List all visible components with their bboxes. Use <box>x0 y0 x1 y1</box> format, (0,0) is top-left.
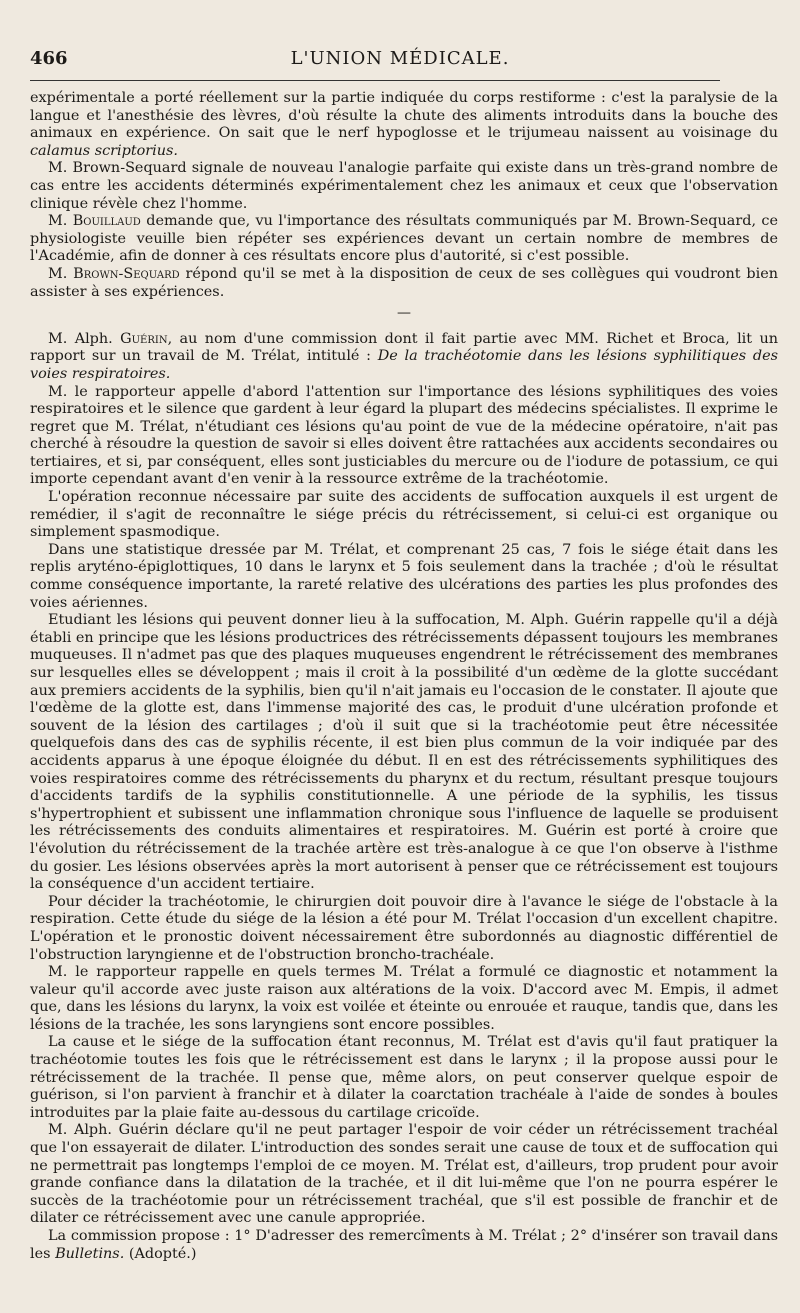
work-title: De la trachéotomie dans les lésions syphilitiques des voies respiratoires. <box>30 348 778 382</box>
paragraph: Pour décider la trachéotomie, le chirurgien doit pouvoir dire à l'avance le siége de l'obstacle à la respiration. Cette étude du siége de la lésion a été pour M. Trélat l'occasion d'un excellent chapitre. L'opération et le pronostic doivent nécessairement être subordonnés au diagnostic différentiel de l'obstruction laryngienne et de l'obstruction broncho-trachéale. <box>30 893 778 963</box>
header-rule <box>30 80 720 81</box>
paragraph: La cause et le siége de la suffocation étant reconnus, M. Trélat est d'avis qu'il faut pratiquer la trachéotomie toutes les fois que le rétrécissement est dans le larynx ; il la propose aussi pour le rétrécissement de la trachée. Il pense que, même alors, on peut conserver quelque espoir de guérison, si l'on parvient à franchir et à dilater la coarctation trachéale à l'aide de sondes à boules introduites par la plaie faite au-dessous du cartilage cricoïde. <box>30 1034 778 1121</box>
paragraph: La commission propose : 1° D'adresser des remercîments à M. Trélat ; 2° d'insérer son travail dans les Bulletins. (Adopté.) <box>30 1228 778 1262</box>
paragraph: expérimentale a porté réellement sur la partie indiquée du corps restiforme : c'est la paralysie de la langue et l'anesthésie des lèvres, d'où résulte la chute des aliments introduits dans la bouche des animaux en expérience. On sait que le nerf hypoglosse et le trijumeau naissent au voisinage du calamus scriptorius. <box>30 90 778 159</box>
paragraph: M. le rapporteur rappelle en quels termes M. Trélat a formulé ce diagnostic et notamment la valeur qu'il accorde avec juste raison aux altérations de la voix. D'accord avec M. Empis, il admet que, dans les lésions du larynx, la voix est voilée et éteinte ou enrouée et rauque, tandis que, dans les lésions de la trachée, les sons laryngiens sont encore possibles. <box>30 964 778 1033</box>
speaker-name: Brown-Sequard <box>73 265 180 282</box>
article-body <box>30 90 778 1263</box>
paragraph: Etudiant les lésions qui peuvent donner lieu à la suffocation, M. Alph. Guérin rappelle qu'il a déjà établi en principe que les lésions productrices des rétrécissements dépassent toujours les membranes muqueuses. Il n'admet pas que des plaques muqueuses engendrent le rétrécissement des membranes sur lesquelles elles se développent ; mais il croit à la possibilité d'un œdème de la glotte succédant aux premiers accidents de la syphilis, bien qu'il n'ait jamais eu l'occasion de le constater. Il ajoute que l'œdème de la glotte est, dans l'immense majorité des cas, le produit d'une ulcération profonde et souvent de la lésion des cartilages ; d'où il suit que si la trachéotomie peut être nécessitée quelquefois dans des cas de syphilis récente, il est bien plus commun de la voir indiquée par des accidents apparus à une époque éloignée du début. Il en est des rétrécissements syphilitiques des voies respiratoires comme des rétrécissements du pharynx et du rectum, résultant presque toujours d'accidents tardifs de la syphilis constitutionnelle. A une période de la syphilis, les tissus s'hypertrophient et subissent une inflammation chronique sous l'influence de laquelle se produisent les rétrécissements des conduits alimentaires et respiratoires. M. Guérin est porté à croire que l'évolution du rétrécissement de la trachée artère est très-analogue à ce que l'on observe à l'isthme du gosier. Les lésions observées après la mort autorisent à penser que ce rétrécissement est toujours la conséquence d'un accident tertiaire. <box>30 612 778 893</box>
paragraph: M. Bouillaud demande que, vu l'importance des résultats communiqués par M. Brown-Sequard, ce physiologiste veuille bien répéter ses expériences devant un certain nombre de membres de l'Académie, afin de donner à ces résultats encore plus d'autorité, si c'est possible. <box>30 213 778 265</box>
paragraph: M. Brown-Sequard signale de nouveau l'analogie parfaite qui existe dans un très-grand nombre de cas entre les accidents déterminés expérimentalement chez les animaux et ceux que l'observation clinique révèle chez l'homme. <box>30 160 778 212</box>
paragraph: L'opération reconnue nécessaire par suite des accidents de suffocation auxquels il est urgent de remédier, il s'agit de reconnaître le siége précis du rétrécissement, si celui-ci est organique ou simplement spasmodique. <box>30 489 778 541</box>
journal-title: L'UNION MÉDICALE. <box>290 48 510 69</box>
paragraph: M. le rapporteur appelle d'abord l'attention sur l'importance des lésions syphilitiques des voies respiratoires et le silence que gardent à leur égard la plupart des médecins spécialistes. Il exprime le regret que M. Trélat, n'étudiant ces lésions qu'au point de vue de la médecine opératoire, n'ait pas cherché à résoudre la question de savoir si elles doivent être rattachées aux accidents secondaires ou tertiaires, et si, par conséquent, elles sont justiciables du mercure ou de l'iodure de potassium, ce qui importe cependant avant d'en venir à la ressource extrême de la trachéotomie. <box>30 383 778 488</box>
speaker-name: Bouillaud <box>72 213 141 230</box>
section-separator: — <box>397 305 411 322</box>
paragraph: M. Alph. Guérin, au nom d'une commission dont il fait partie avec MM. Richet et Broca, lit un rapport sur un travail de M. Trélat, intitulé : De la trachéotomie dans les lésions syphilitiques des voies respiratoires. <box>30 330 778 382</box>
page-number: 466 <box>30 48 68 69</box>
page-header <box>30 42 770 74</box>
paragraph: M. Alph. Guérin déclare qu'il ne peut partager l'espoir de voir céder un rétrécissement trachéal que l'on essayerait de dilater. L'introduction des sondes serait une cause de toux et de suffocation qui ne permettrait pas longtemps l'emploi de ce moyen. M. Trélat est, d'ailleurs, trop prudent pour avoir grande confiance dans la dilatation de la trachée, et il dit lui-même que l'on ne pourra espérer le succès de la trachéotomie pour un rétrécissement trachéal, que s'il est possible de franchir et de dilater ce rétrécissement avec une canule appropriée. <box>30 1122 778 1227</box>
speaker-name: Guérin <box>120 330 168 347</box>
paragraph: Dans une statistique dressée par M. Trélat, et comprenant 25 cas, 7 fois le siége était dans les replis aryténo-épiglottiques, 10 dans le larynx et 5 fois seulement dans la trachée ; d'où le résultat comme conséquence importante, la rareté relative des ulcérations des parties les plus profondes des voies aériennes. <box>30 541 778 611</box>
paragraph: M. Brown-Sequard répond qu'il se met à la disposition de ceux de ses collègues qui voudront bien assister à ses expériences. <box>30 265 778 300</box>
